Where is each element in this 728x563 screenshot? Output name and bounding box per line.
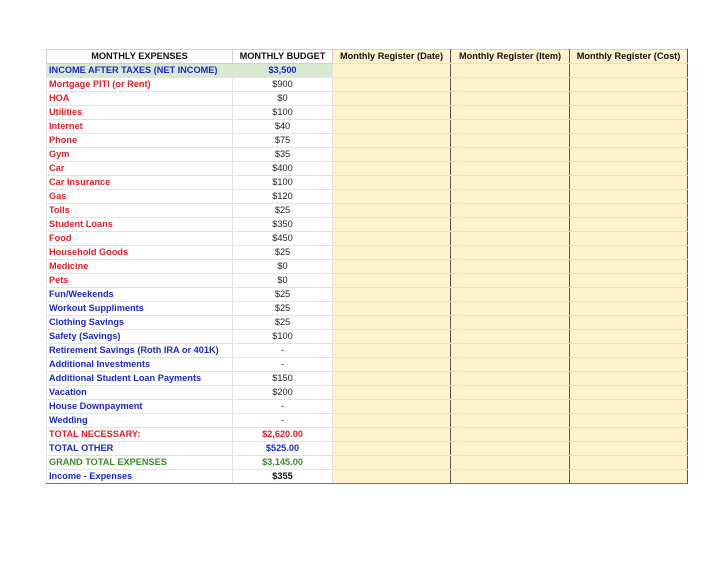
table-row [47, 400, 688, 414]
table-row [47, 92, 688, 106]
table-row [47, 288, 688, 302]
register-date-cell[interactable] [333, 470, 451, 484]
budget-value[interactable]: $400 [233, 162, 333, 176]
register-item-cell[interactable] [451, 344, 570, 358]
register-item-cell[interactable] [451, 176, 570, 190]
expense-label[interactable]: House Downpayment [47, 400, 233, 414]
budget-value[interactable]: - [233, 344, 333, 358]
register-date-cell[interactable] [333, 162, 451, 176]
expense-label[interactable]: Retirement Savings (Roth IRA or 401K) [47, 344, 233, 358]
register-cost-cell[interactable] [570, 386, 688, 400]
register-cost-cell[interactable] [570, 330, 688, 344]
table-row [47, 414, 688, 428]
register-item-cell[interactable] [451, 428, 570, 442]
table-row [47, 246, 688, 260]
budget-value[interactable]: $40 [233, 120, 333, 134]
expense-label[interactable]: INCOME AFTER TAXES (NET INCOME) [47, 64, 233, 78]
register-date-cell[interactable] [333, 330, 451, 344]
register-date-cell[interactable] [333, 456, 451, 470]
budget-value[interactable]: $150 [233, 372, 333, 386]
table-row [47, 358, 688, 372]
register-date-cell[interactable] [333, 274, 451, 288]
register-item-cell[interactable] [451, 386, 570, 400]
table-row [47, 106, 688, 120]
expense-label[interactable]: Car Insurance [47, 176, 233, 190]
register-date-cell[interactable] [333, 400, 451, 414]
table-row [47, 344, 688, 358]
expense-label[interactable]: Vacation [47, 386, 233, 400]
expense-label[interactable]: HOA [47, 92, 233, 106]
register-item-cell[interactable] [451, 64, 570, 78]
register-item-cell[interactable] [451, 134, 570, 148]
table-row [47, 190, 688, 204]
register-cost-cell[interactable] [570, 78, 688, 92]
register-item-cell[interactable] [451, 218, 570, 232]
register-cost-cell[interactable] [570, 106, 688, 120]
register-date-cell[interactable] [333, 120, 451, 134]
register-cost-cell[interactable] [570, 190, 688, 204]
register-item-cell[interactable] [451, 302, 570, 316]
budget-value[interactable]: $0 [233, 274, 333, 288]
budget-value[interactable]: $100 [233, 106, 333, 120]
register-cost-cell[interactable] [570, 274, 688, 288]
table-row [47, 302, 688, 316]
register-item-cell[interactable] [451, 414, 570, 428]
register-item-cell[interactable] [451, 78, 570, 92]
table-row-grand-total [47, 456, 688, 470]
register-date-cell[interactable] [333, 176, 451, 190]
table-row [47, 204, 688, 218]
table-row [47, 134, 688, 148]
total-label[interactable]: GRAND TOTAL EXPENSES [47, 456, 233, 470]
register-date-cell[interactable] [333, 414, 451, 428]
register-item-cell[interactable] [451, 274, 570, 288]
table-row [47, 218, 688, 232]
register-item-cell[interactable] [451, 204, 570, 218]
table-row [47, 78, 688, 92]
register-cost-cell[interactable] [570, 134, 688, 148]
budget-value[interactable]: $100 [233, 176, 333, 190]
register-item-cell[interactable] [451, 400, 570, 414]
table-row [47, 372, 688, 386]
register-cost-cell[interactable] [570, 162, 688, 176]
total-label[interactable]: TOTAL NECESSARY: [47, 428, 233, 442]
register-cost-cell[interactable] [570, 428, 688, 442]
register-item-cell[interactable] [451, 456, 570, 470]
register-date-cell[interactable] [333, 386, 451, 400]
table-row [47, 162, 688, 176]
total-value[interactable]: $525.00 [233, 442, 333, 456]
register-item-cell[interactable] [451, 162, 570, 176]
register-cost-cell[interactable] [570, 64, 688, 78]
table-row-income-minus-expenses [47, 470, 688, 484]
register-cost-cell[interactable] [570, 260, 688, 274]
budget-spreadsheet [46, 49, 688, 484]
table-row-total-necessary [47, 428, 688, 442]
register-cost-cell[interactable] [570, 302, 688, 316]
total-value[interactable]: $2,620.00 [233, 428, 333, 442]
expense-label[interactable]: Household Goods [47, 246, 233, 260]
register-item-cell[interactable] [451, 120, 570, 134]
register-date-cell[interactable] [333, 106, 451, 120]
table-row [47, 386, 688, 400]
register-item-cell[interactable] [451, 316, 570, 330]
register-item-cell[interactable] [451, 372, 570, 386]
register-date-cell[interactable] [333, 64, 451, 78]
expense-label[interactable]: Internet [47, 120, 233, 134]
expense-label[interactable]: Utilities [47, 106, 233, 120]
register-cost-cell[interactable] [570, 92, 688, 106]
total-label[interactable]: TOTAL OTHER [47, 442, 233, 456]
total-value[interactable]: $355 [233, 470, 333, 484]
table-row [47, 176, 688, 190]
budget-value[interactable]: $75 [233, 134, 333, 148]
expense-label[interactable]: Safety (Savings) [47, 330, 233, 344]
register-cost-cell[interactable] [570, 288, 688, 302]
header-monthly-expenses[interactable]: MONTHLY EXPENSES [47, 50, 233, 64]
table-row [47, 316, 688, 330]
register-cost-cell[interactable] [570, 372, 688, 386]
register-cost-cell[interactable] [570, 218, 688, 232]
register-date-cell[interactable] [333, 288, 451, 302]
register-date-cell[interactable] [333, 316, 451, 330]
register-item-cell[interactable] [451, 190, 570, 204]
register-item-cell[interactable] [451, 106, 570, 120]
table-row [47, 260, 688, 274]
register-date-cell[interactable] [333, 372, 451, 386]
expense-label[interactable]: Wedding [47, 414, 233, 428]
register-item-cell[interactable] [451, 246, 570, 260]
register-cost-cell[interactable] [570, 120, 688, 134]
register-date-cell[interactable] [333, 442, 451, 456]
register-date-cell[interactable] [333, 92, 451, 106]
table-row [47, 120, 688, 134]
register-cost-cell[interactable] [570, 316, 688, 330]
budget-value[interactable]: $35 [233, 148, 333, 162]
register-date-cell[interactable] [333, 218, 451, 232]
expense-label[interactable]: Clothing Savings [47, 316, 233, 330]
expense-label[interactable]: Medicine [47, 260, 233, 274]
register-date-cell[interactable] [333, 358, 451, 372]
budget-value[interactable]: - [233, 400, 333, 414]
budget-value[interactable]: $450 [233, 232, 333, 246]
expense-label[interactable]: Additional Investments [47, 358, 233, 372]
budget-value[interactable]: $100 [233, 330, 333, 344]
expense-label[interactable]: Additional Student Loan Payments [47, 372, 233, 386]
expense-label[interactable]: Gas [47, 190, 233, 204]
expense-label[interactable]: Student Loans [47, 218, 233, 232]
register-cost-cell[interactable] [570, 246, 688, 260]
budget-value[interactable]: $0 [233, 260, 333, 274]
register-item-cell[interactable] [451, 260, 570, 274]
register-item-cell[interactable] [451, 358, 570, 372]
total-value[interactable]: $3,145.00 [233, 456, 333, 470]
expense-label[interactable]: Car [47, 162, 233, 176]
register-item-cell[interactable] [451, 232, 570, 246]
budget-value[interactable]: $120 [233, 190, 333, 204]
total-label[interactable]: Income - Expenses [47, 470, 233, 484]
budget-value[interactable]: $3,500 [233, 64, 333, 78]
header-register-cost[interactable]: Monthly Register (Cost) [570, 50, 688, 64]
register-date-cell[interactable] [333, 190, 451, 204]
register-cost-cell[interactable] [570, 148, 688, 162]
register-date-cell[interactable] [333, 232, 451, 246]
register-date-cell[interactable] [333, 428, 451, 442]
register-date-cell[interactable] [333, 148, 451, 162]
expense-label[interactable]: Gym [47, 148, 233, 162]
table-row [47, 274, 688, 288]
register-cost-cell[interactable] [570, 470, 688, 484]
register-date-cell[interactable] [333, 246, 451, 260]
register-cost-cell[interactable] [570, 176, 688, 190]
budget-value[interactable]: $900 [233, 78, 333, 92]
register-cost-cell[interactable] [570, 232, 688, 246]
expense-label[interactable]: Tolls [47, 204, 233, 218]
register-date-cell[interactable] [333, 344, 451, 358]
expense-label[interactable]: Workout Suppliments [47, 302, 233, 316]
budget-value[interactable]: $0 [233, 92, 333, 106]
register-item-cell[interactable] [451, 92, 570, 106]
register-cost-cell[interactable] [570, 414, 688, 428]
budget-value[interactable]: $25 [233, 288, 333, 302]
register-date-cell[interactable] [333, 204, 451, 218]
register-cost-cell[interactable] [570, 442, 688, 456]
table-row [47, 232, 688, 246]
expense-label[interactable]: Phone [47, 134, 233, 148]
budget-value[interactable]: - [233, 414, 333, 428]
register-item-cell[interactable] [451, 330, 570, 344]
expense-label[interactable]: Mortgage PITI (or Rent) [47, 78, 233, 92]
register-item-cell[interactable] [451, 148, 570, 162]
expense-label[interactable]: Fun/Weekends [47, 288, 233, 302]
register-cost-cell[interactable] [570, 358, 688, 372]
register-item-cell[interactable] [451, 288, 570, 302]
register-item-cell[interactable] [451, 442, 570, 456]
register-date-cell[interactable] [333, 78, 451, 92]
table-row-total-other [47, 442, 688, 456]
budget-value[interactable]: $350 [233, 218, 333, 232]
register-date-cell[interactable] [333, 134, 451, 148]
header-register-item[interactable]: Monthly Register (Item) [451, 50, 570, 64]
budget-value[interactable]: $25 [233, 316, 333, 330]
header-row [47, 50, 688, 64]
expense-label[interactable]: Pets [47, 274, 233, 288]
register-date-cell[interactable] [333, 260, 451, 274]
table-row [47, 148, 688, 162]
budget-value[interactable]: $25 [233, 302, 333, 316]
register-cost-cell[interactable] [570, 344, 688, 358]
header-register-date[interactable]: Monthly Register (Date) [333, 50, 451, 64]
budget-value[interactable]: - [233, 358, 333, 372]
register-cost-cell[interactable] [570, 204, 688, 218]
expense-label[interactable]: Food [47, 232, 233, 246]
budget-value[interactable]: $25 [233, 204, 333, 218]
table-row-income [47, 64, 688, 78]
register-cost-cell[interactable] [570, 456, 688, 470]
header-monthly-budget[interactable]: MONTHLY BUDGET [233, 50, 333, 64]
budget-value[interactable]: $25 [233, 246, 333, 260]
budget-value[interactable]: $200 [233, 386, 333, 400]
table-row [47, 330, 688, 344]
register-item-cell[interactable] [451, 470, 570, 484]
register-cost-cell[interactable] [570, 400, 688, 414]
register-date-cell[interactable] [333, 302, 451, 316]
